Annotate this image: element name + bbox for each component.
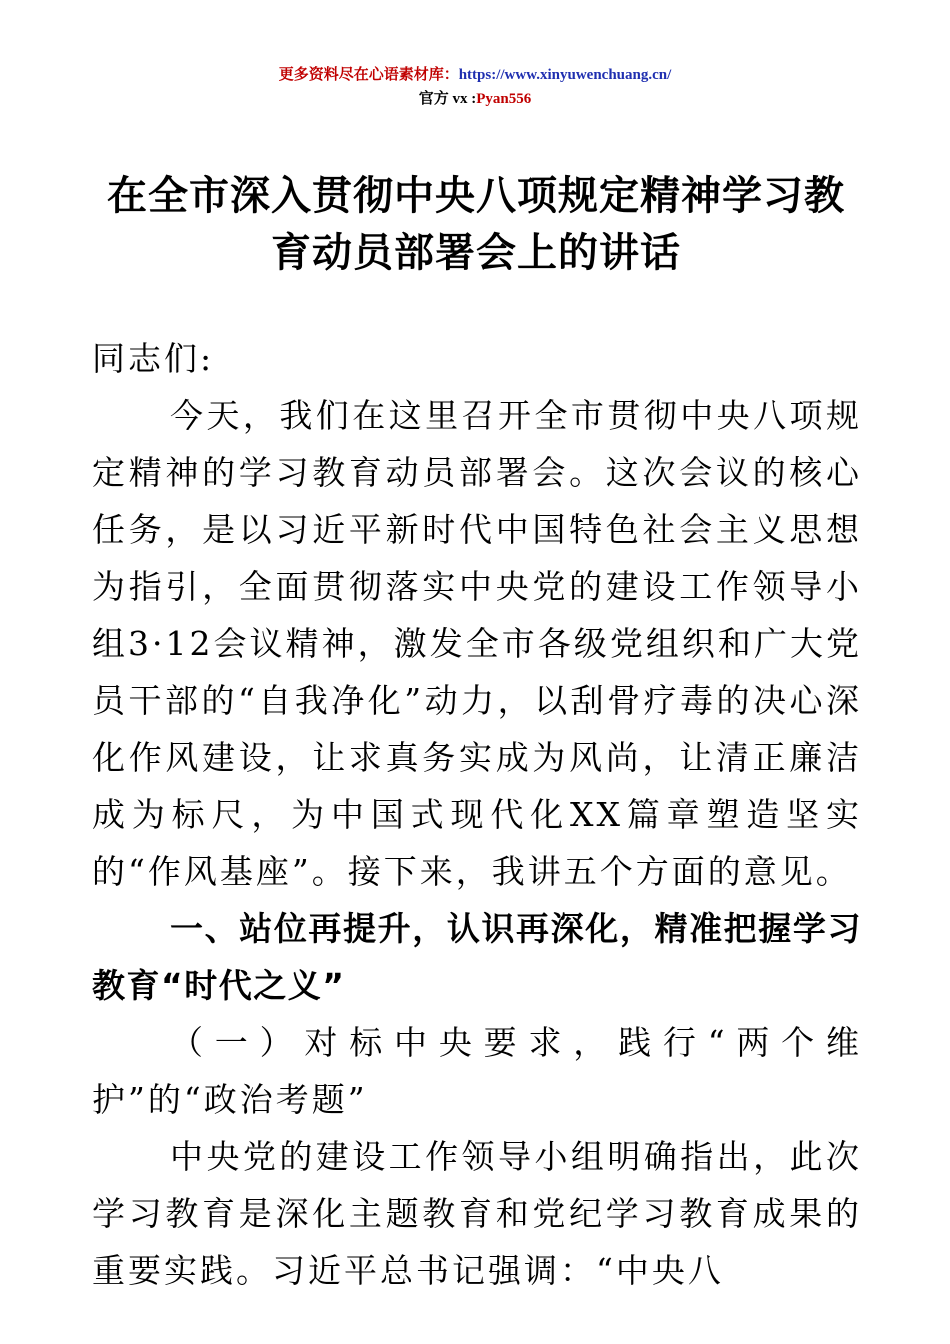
section-heading-1: 一、站位再提升，认识再深化，精准把握学习教育“时代之义” xyxy=(92,909,862,1005)
subsection-heading-1: （一）对标中央要求，践行“两个维护”的“政治考题” xyxy=(92,1023,862,1119)
header-contact-line xyxy=(0,88,950,110)
header-source-url[interactable]: https://www.xinyuwenchuang.cn/ xyxy=(458,67,672,83)
paragraph-intro: 今天，我们在这里召开全市贯彻中央八项规定精神的学习教育动员部署会。这次会议的核心任务，是以习近平新时代中国特色社会主义思想为指引，全面贯彻落实中央党的建设工作领导小组3·12会议精神，激发全市各级党组织和广大党员干部的“自我净化”动力，以刮骨疗毒的决心深化作风建设，让求真务实成为风尚，让清正廉洁成为标尺，为中国式现代化XX篇章塑造坚实的“作风基座”。接下来，我讲五个方面的意见。 xyxy=(92,396,862,891)
header-contact-label: 官方 vx : xyxy=(418,91,477,107)
header-source-line xyxy=(0,64,950,86)
salutation: 同志们: xyxy=(92,339,215,378)
document-title: 在全市深入贯彻中央八项规定精神学习教育动员部署会上的讲话 xyxy=(107,173,845,276)
paragraph-2: 中央党的建设工作领导小组明确指出，此次学习教育是深化主题教育和党纪学习教育成果的重要实践。习近平总书记强调：“中央八 xyxy=(92,1137,862,1290)
header-contact-id: Pyan556 xyxy=(476,91,532,107)
document-body xyxy=(92,330,862,1299)
header-source-label: 更多资料尽在心语素材库： xyxy=(278,67,459,83)
